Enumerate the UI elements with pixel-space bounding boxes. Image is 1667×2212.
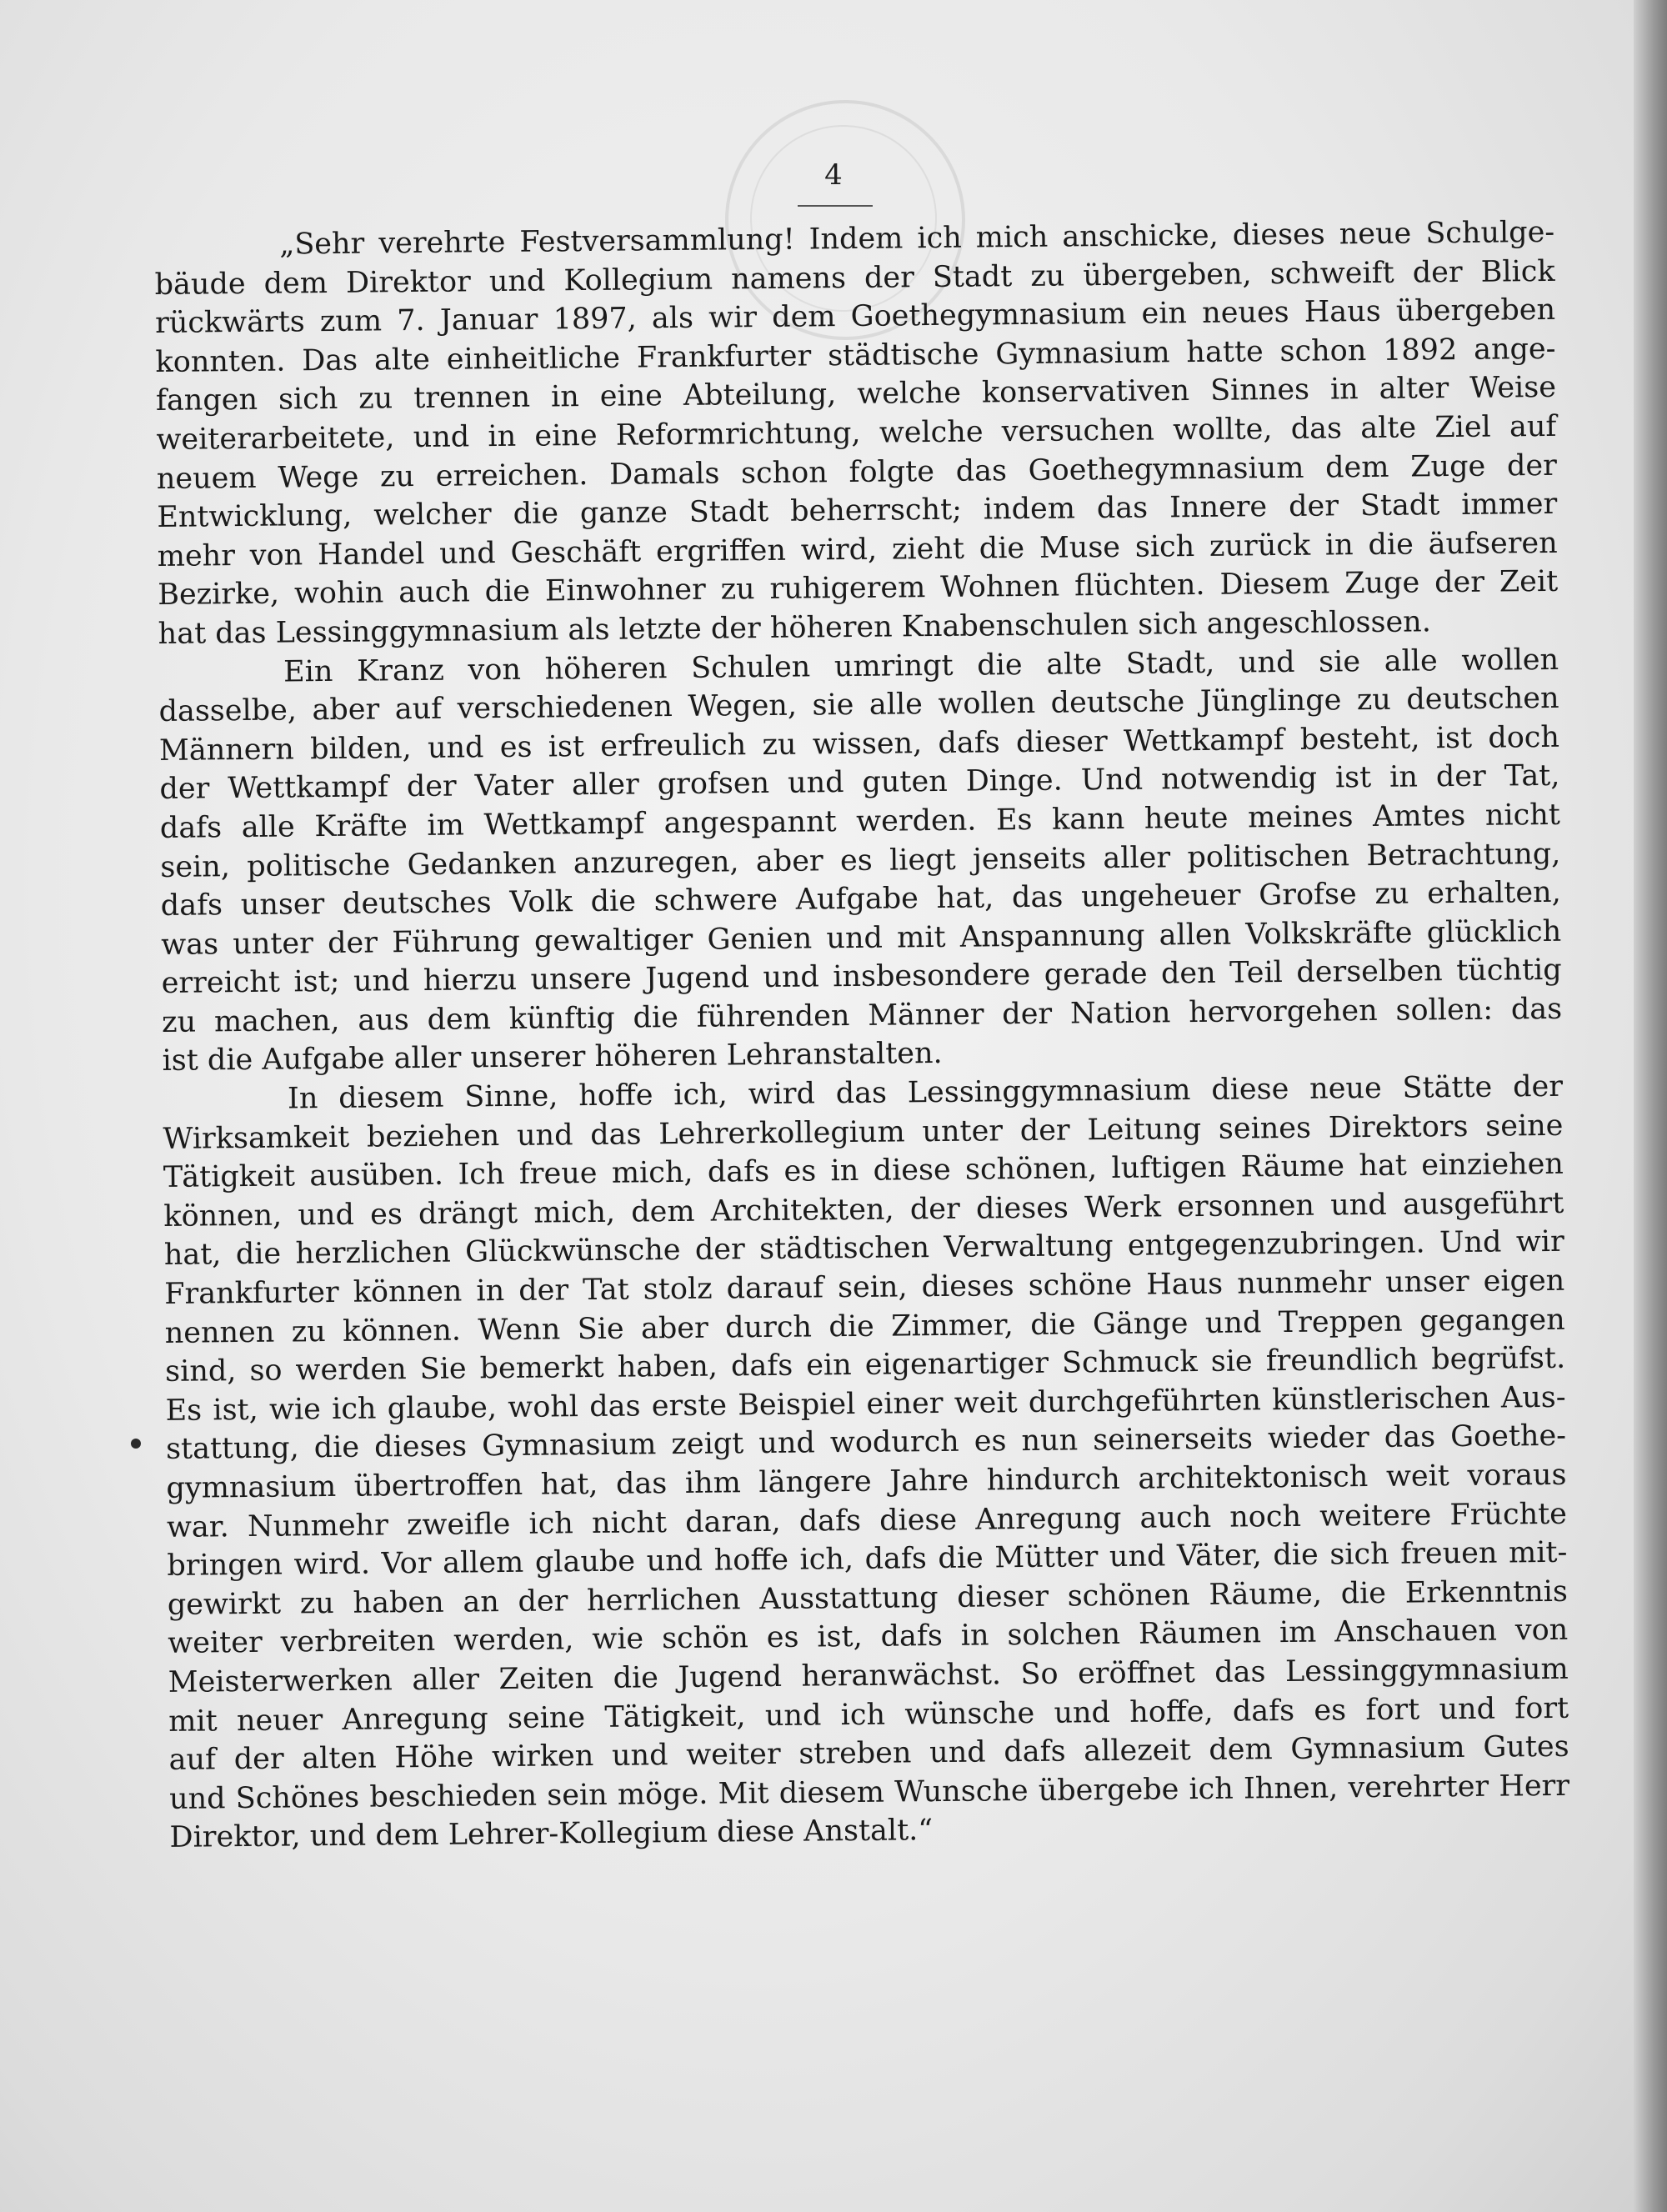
text-line: Wirksamkeit beziehen und das Lehrerkollegium unter der Leitung seines Direktors seine bbox=[163, 1109, 1564, 1156]
text-line: mehr von Handel und Geschäft ergriffen wird, zieht die Muse sich zurück in die äufseren bbox=[157, 526, 1558, 573]
text-line: gewirkt zu haben an der herrlichen Ausstattung dieser schönen Räume, die Erkenntnis bbox=[167, 1574, 1568, 1622]
text-line: In diesem Sinne, hoffe ich, wird das Lessinggymnasium diese neue Stätte der bbox=[287, 1069, 1564, 1116]
text-line: der Wettkampf der Vater aller grofsen und guten Dinge. Und notwendig ist in der Tat, bbox=[159, 759, 1560, 807]
text-line: dasselbe, aber auf verschiedenen Wegen, sie alle wollen deutsche Jünglinge zu deutschen bbox=[158, 681, 1559, 729]
body-text bbox=[154, 213, 1570, 1858]
text-line: sind, so werden Sie bemerkt haben, dafs ein eigenartiger Schmuck sie freundlich begrüfst. bbox=[164, 1342, 1566, 1389]
text-line: Direktor, und dem Lehrer-Kollegium diese Anstalt.“ bbox=[169, 1814, 934, 1855]
page-edge-shadow bbox=[1634, 0, 1667, 2212]
text-line: nennen zu können. Wenn Sie aber durch die Zimmer, die Gänge und Treppen gegangen bbox=[164, 1303, 1565, 1350]
text-line: mit neuer Anregung seine Tätigkeit, und ich wünsche und hoffe, dafs es fort und fort bbox=[168, 1691, 1569, 1739]
text-line: konnten. Das alte einheitliche Frankfurter städtische Gymnasium hatte schon 1892 ange- bbox=[155, 332, 1556, 379]
text-line: und Schönes beschieden sein möge. Mit diesem Wunsche übergebe ich Ihnen, verehrter Herr bbox=[168, 1769, 1570, 1816]
page-number-rule bbox=[798, 205, 873, 207]
text-line: Frankfurter können in der Tat stolz darauf sein, dieses schöne Haus nunmehr unser eigen bbox=[164, 1264, 1565, 1311]
text-line: rückwärts zum 7. Januar 1897, als wir dem Goethegymnasium ein neues Haus übergeben bbox=[154, 293, 1556, 341]
text-line: weiterarbeitete, und in eine Reformrichtung, welche versuchen wollte, das alte Ziel auf bbox=[156, 409, 1557, 457]
text-line: hat das Lessinggymnasium als letzte der höheren Knabenschulen sich angeschlossen. bbox=[158, 605, 1432, 651]
text-line: Ein Kranz von höheren Schulen umringt die alte Stadt, und sie alle wollen bbox=[283, 643, 1559, 689]
text-line: Entwicklung, welcher die ganze Stadt beherrscht; indem das Innere der Stadt immer bbox=[157, 488, 1558, 535]
text-line: erreicht ist; und hierzu unsere Jugend und insbesondere gerade den Teil derselben tüchtig bbox=[161, 953, 1562, 1001]
text-line: können, und es drängt mich, dem Architekten, der dieses Werk ersonnen und ausgeführt bbox=[163, 1186, 1564, 1234]
text-line: dafs alle Kräfte im Wettkampf angespannt werden. Es kann heute meines Amtes nicht bbox=[159, 798, 1561, 845]
text-line: neuem Wege zu erreichen. Damals schon folgte das Goethegymnasium dem Zuge der bbox=[156, 448, 1558, 496]
page-number: 4 bbox=[824, 158, 843, 192]
text-line: hat, die herzlichen Glückwünsche der städtischen Verwaltung entgegenzubringen. Und wir bbox=[163, 1225, 1564, 1273]
margin-dot bbox=[131, 1439, 141, 1449]
text-line: bäude dem Direktor und Kollegium namens der Stadt zu übergeben, schweift der Blick bbox=[154, 254, 1555, 302]
text-line: Tätigkeit ausüben. Ich freue mich, dafs es in diese schönen, luftigen Räume hat einziehen bbox=[163, 1148, 1564, 1195]
text-line: weiter verbreiten werden, wie schön es ist, dafs in solchen Räumen im Anschauen von bbox=[168, 1614, 1569, 1661]
text-line: bringen wird. Vor allem glaube und hoffe ich, dafs die Mütter und Väter, die sich freuen mit- bbox=[167, 1535, 1568, 1584]
text-line: stattung, die dieses Gymnasium zeigt und wodurch es nun seinerseits wieder das Goethe- bbox=[165, 1419, 1567, 1467]
text-line: ist die Aufgabe aller unserer höheren Lehranstalten. bbox=[162, 1037, 943, 1078]
text-line: auf der alten Höhe wirken und weiter streben und dafs allezeit dem Gymnasium Gutes bbox=[168, 1729, 1569, 1778]
text-line: zu machen, aus dem künftig die führenden Männer der Nation hervorgehen sollen: das bbox=[161, 992, 1563, 1039]
text-line: Es ist, wie ich glaube, wohl das erste Beispiel einer weit durchgeführten künstlerischen Aus- bbox=[165, 1380, 1566, 1428]
text-line: gymnasium übertroffen hat, das ihm längere Jahre hindurch architektonisch weit voraus bbox=[166, 1458, 1567, 1505]
text-line: fangen sich zu trennen in eine Abteilung, welche konservativen Sinnes in alter Weise bbox=[155, 371, 1557, 418]
text-line: was unter der Führung gewaltiger Genien und mit Anspannung allen Volkskräfte glücklich bbox=[161, 914, 1562, 962]
text-line: „Sehr verehrte Festversammlung! Indem ich mich anschicke, dieses neue Schulge- bbox=[279, 215, 1555, 262]
text-line: Männern bilden, und es ist erfreulich zu wissen, dafs dieser Wettkampf besteht, ist doch bbox=[158, 720, 1560, 768]
text-line: dafs unser deutsches Volk die schwere Aufgabe hat, das ungeheuer Grofse zu erhalten, bbox=[160, 875, 1561, 923]
text-line: war. Nunmehr zweifle ich nicht daran, dafs diese Anregung auch noch weitere Früchte bbox=[166, 1497, 1568, 1544]
text-line: Bezirke, wohin auch die Einwohner zu ruhigerem Wohnen flüchten. Diesem Zuge der Zeit bbox=[158, 565, 1559, 613]
text-line: Meisterwerken aller Zeiten die Jugend heranwächst. So eröffnet das Lessinggymnasium bbox=[168, 1652, 1569, 1699]
text-line: sein, politische Gedanken anzuregen, aber es liegt jenseits aller politischen Betrachtung, bbox=[160, 837, 1561, 884]
